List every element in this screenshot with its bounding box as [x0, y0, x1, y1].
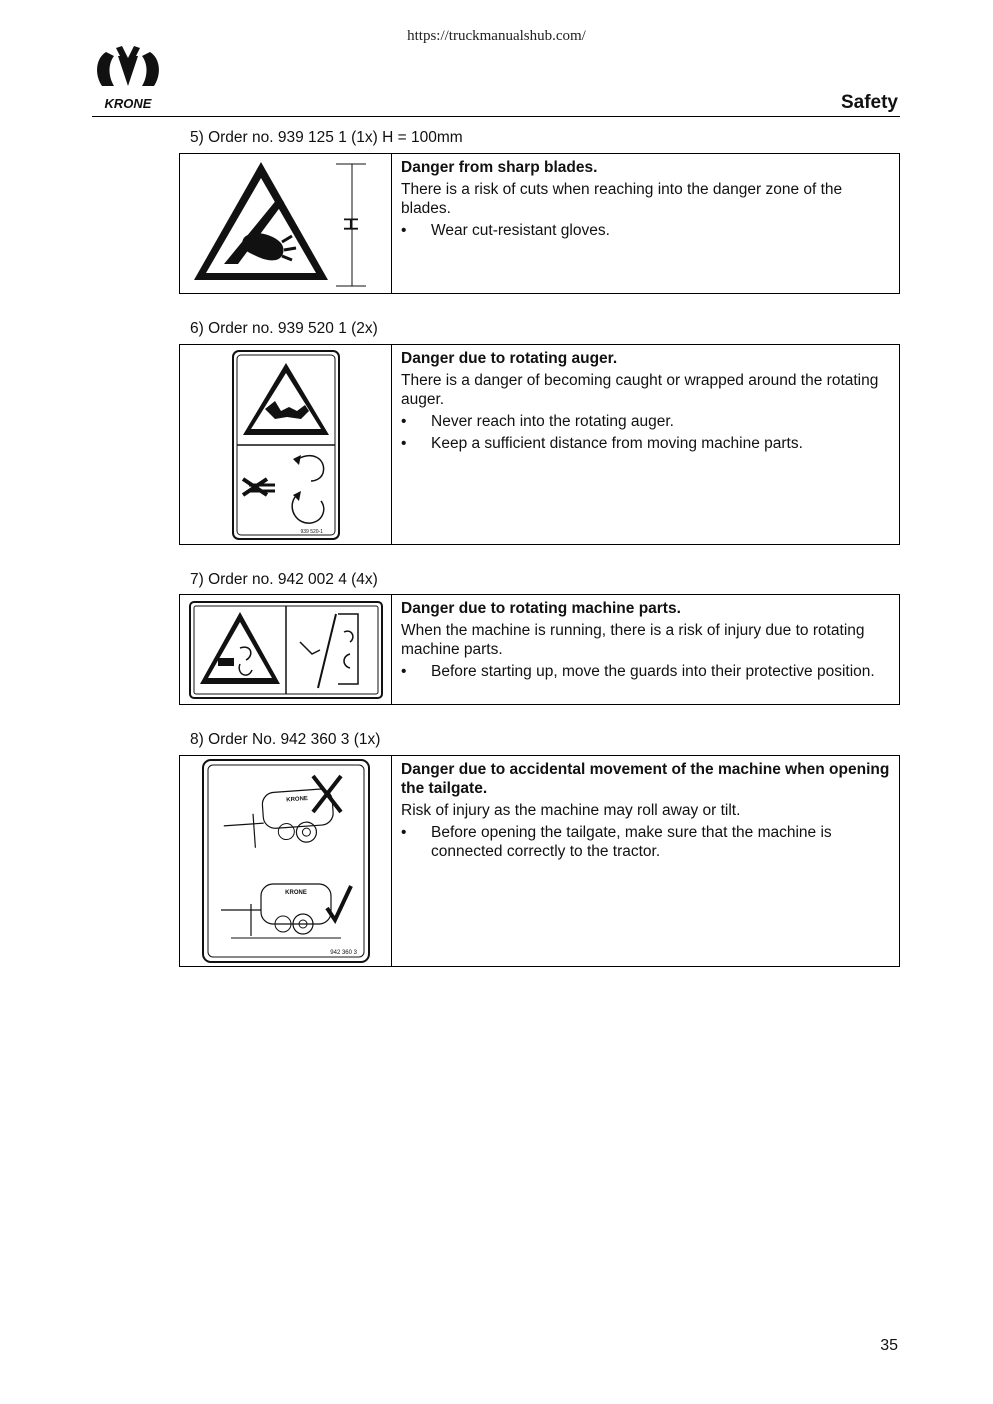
sign-text-cell — [392, 345, 899, 544]
list-item: • Never reach into the rotating auger. — [401, 413, 674, 430]
source-url[interactable]: https://truckmanualshub.com/ — [407, 28, 586, 44]
sticker-code: 939 520-1 — [299, 528, 323, 535]
sign-heading: Danger due to rotating auger. — [401, 350, 618, 367]
sign-row — [179, 344, 900, 545]
krone-logo — [92, 42, 164, 112]
list-item: • Keep a sufficient distance from moving machine parts. — [401, 435, 803, 452]
sign-body: There is a risk of cuts when reaching into the danger zone of the blades. — [401, 181, 843, 217]
sign-body: There is a danger of becoming caught or wrapped around the rotating auger. — [401, 372, 879, 408]
sign-row — [179, 755, 900, 967]
dimension-label: H — [340, 216, 363, 232]
page-number: 35 — [880, 1337, 898, 1354]
list-item: • Before opening the tailgate, make sure that the machine is connected correctly to the tractor. — [401, 824, 832, 860]
svg-text:KRONE: KRONE — [285, 795, 308, 804]
section-title: Safety — [840, 92, 898, 113]
sign-caption: 7) Order no. 942 002 4 (4x) — [190, 571, 378, 588]
sign-text-cell — [392, 154, 899, 293]
list-item: • Before starting up, move the guards into their protective position. — [401, 663, 875, 680]
list-item: • Wear cut-resistant gloves. — [401, 222, 610, 239]
tailgate-warning-icon — [201, 758, 371, 964]
sign-image-cell — [180, 595, 392, 704]
header-divider — [92, 116, 900, 117]
sign-caption: 6) Order no. 939 520 1 (2x) — [190, 320, 378, 337]
sign-caption: 5) Order no. 939 125 1 (1x) H = 100mm — [190, 129, 463, 146]
sign-heading: Danger from sharp blades. — [401, 159, 598, 176]
sign-body: When the machine is running, there is a risk of injury due to rotating machine parts. — [401, 622, 865, 658]
sign-row — [179, 153, 900, 294]
sign-heading: Danger due to rotating machine parts. — [401, 600, 681, 617]
sign-text-cell — [392, 756, 899, 966]
sign-image-cell — [180, 756, 392, 966]
sign-image-cell — [180, 345, 392, 544]
blade-warning-icon — [186, 156, 386, 291]
sign-text-cell — [392, 595, 899, 704]
sticker-code: 942 360 3 — [329, 950, 357, 956]
sign-row — [179, 594, 900, 705]
svg-text:KRONE: KRONE — [284, 890, 307, 896]
rotating-parts-warning-icon — [188, 600, 384, 700]
logo-wordmark: KRONE — [104, 96, 152, 111]
auger-warning-icon — [231, 349, 341, 541]
sign-heading: Danger due to accidental movement of the machine when opening the tailgate. — [401, 761, 890, 797]
sign-image-cell — [180, 154, 392, 293]
sign-caption: 8) Order No. 942 360 3 (1x) — [190, 731, 381, 748]
sign-body: Risk of injury as the machine may roll away or tilt. — [401, 802, 741, 819]
